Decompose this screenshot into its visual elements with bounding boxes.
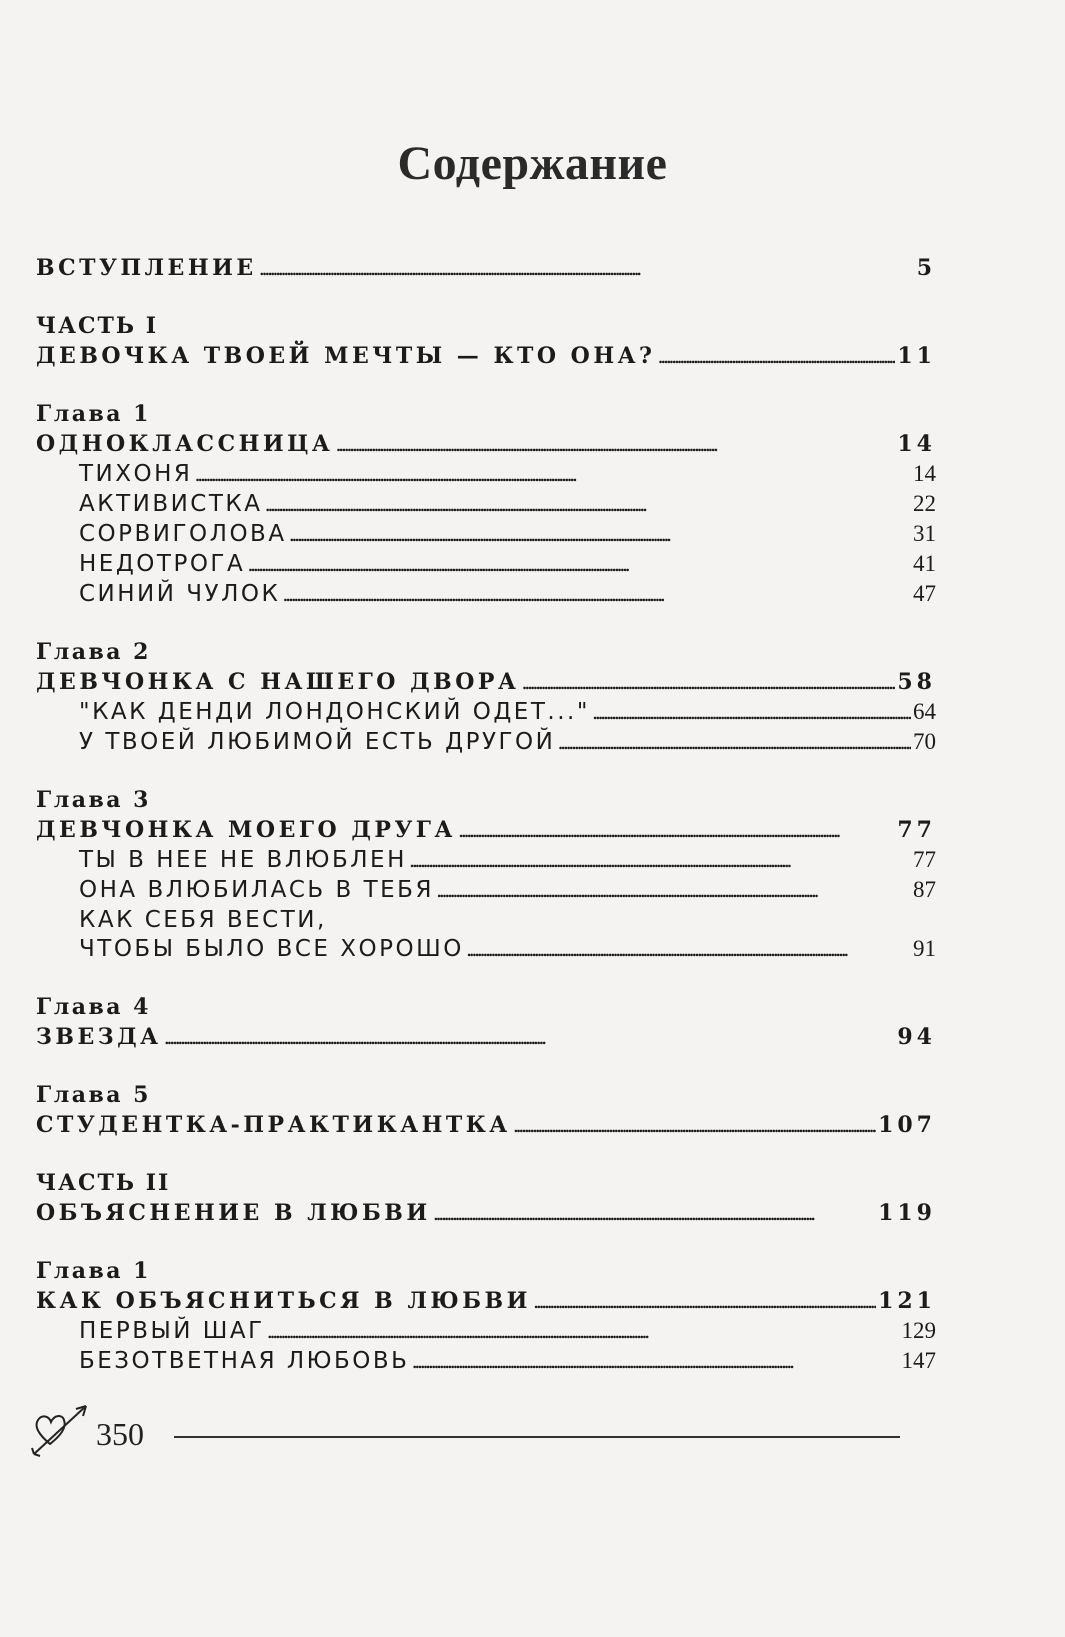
dot-leader [164, 1024, 896, 1050]
toc-entry-label: ОДНОКЛАССНИЦА [36, 431, 334, 457]
toc-subentry-page: 147 [901, 1348, 936, 1373]
dot-leader [194, 461, 911, 487]
chapter-label: Глава 5 [36, 1082, 151, 1108]
toc-subentry-page: 64 [913, 699, 936, 724]
toc-entry-label: СТУДЕНТКА-ПРАКТИКАНТКА [36, 1112, 511, 1138]
toc-entry-page: 119 [878, 1200, 936, 1226]
dot-leader [289, 521, 911, 547]
dot-leader [436, 877, 911, 903]
dot-leader [466, 936, 911, 962]
part-label: ЧАСТЬ II [36, 1170, 171, 1196]
toc-subentry-page: 31 [913, 521, 936, 546]
toc-subentry-page: 77 [913, 847, 936, 872]
toc-subentry[interactable] [36, 699, 936, 729]
dot-leader [458, 817, 895, 843]
toc-entry-chapter[interactable] [36, 669, 936, 699]
toc-subentry[interactable] [36, 491, 936, 521]
heart-arrow-icon [30, 1400, 92, 1458]
toc-subentry-page: 41 [913, 551, 936, 576]
part-label: ЧАСТЬ I [36, 313, 158, 339]
toc-subentry[interactable] [36, 729, 936, 759]
page-number: 350 [96, 1416, 144, 1452]
toc-subentry-label: ПЕРВЫЙ ШАГ [79, 1318, 265, 1344]
chapter-label: Глава 1 [36, 401, 151, 427]
toc-entry-label: ОБЪЯСНЕНИЕ В ЛЮБВИ [36, 1200, 431, 1226]
toc-entry-page: 5 [916, 255, 936, 281]
footer-rule [174, 1436, 900, 1438]
chapter-label: Глава 1 [36, 1258, 151, 1284]
toc-entry-page: 77 [897, 817, 936, 843]
toc-entry-page: 121 [878, 1288, 936, 1314]
toc-entry-chapter[interactable] [36, 1112, 936, 1142]
toc-entry-label: КАК ОБЪЯСНИТЬСЯ В ЛЮБВИ [36, 1288, 531, 1314]
dot-leader [247, 551, 911, 577]
toc-entry-page: 11 [897, 343, 936, 369]
dot-leader [335, 431, 895, 457]
dot-leader [259, 255, 915, 281]
chapter-label: Глава 4 [36, 994, 151, 1020]
toc-entry-page: 14 [897, 431, 936, 457]
toc-subentry-page: 91 [913, 936, 936, 961]
toc-subentry[interactable] [36, 521, 936, 551]
toc-entry-page: 94 [897, 1024, 936, 1050]
toc-subentry[interactable] [36, 877, 936, 907]
toc-subentry[interactable] [36, 847, 936, 877]
toc-subentry-label: БЕЗОТВЕТНАЯ ЛЮБОВЬ [79, 1348, 410, 1374]
toc-entry-chapter[interactable] [36, 431, 936, 461]
toc-subentry-label: ТИХОНЯ [79, 461, 193, 487]
toc-entry-page: 58 [897, 669, 936, 695]
dot-leader [433, 1200, 876, 1226]
toc-entry-chapter[interactable] [36, 1024, 936, 1054]
dot-leader [657, 343, 895, 369]
dot-leader [411, 1348, 899, 1374]
toc-subentry-label: СОРВИГОЛОВА [79, 521, 287, 547]
toc-entry-part-1[interactable] [36, 343, 936, 373]
toc-entry-label: ДЕВЧОНКА С НАШЕГО ДВОРА [36, 669, 520, 695]
toc-subentry-label: НЕДОТРОГА [79, 551, 246, 577]
toc-subentry-label: СИНИЙ ЧУЛОК [79, 581, 281, 607]
dot-leader [513, 1112, 876, 1138]
toc-entry-chapter[interactable] [36, 817, 936, 847]
dot-leader [521, 669, 895, 695]
toc-subentry-page: 22 [913, 491, 936, 516]
toc-subentry[interactable] [36, 936, 936, 966]
toc-entry-page: 107 [878, 1112, 936, 1138]
chapter-label: Глава 2 [36, 639, 151, 665]
toc-entry-label: ДЕВОЧКА ТВОЕЙ МЕЧТЫ — КТО ОНА? [36, 343, 656, 369]
page-footer [30, 1400, 900, 1460]
toc-subentry-label: АКТИВИСТКА [79, 491, 263, 517]
dot-leader [264, 491, 911, 517]
page-title: Содержание [397, 137, 668, 190]
toc-subentry-label: ОНА ВЛЮБИЛАСЬ В ТЕБЯ [79, 877, 434, 903]
dot-leader [592, 699, 911, 725]
dot-leader [282, 581, 911, 607]
toc-subentry[interactable] [36, 581, 936, 611]
toc-subentry-line: КАК СЕБЯ ВЕСТИ, [79, 907, 327, 933]
toc-subentry[interactable] [36, 551, 936, 581]
toc-subentry-page: 14 [913, 461, 936, 486]
toc-subentry-page: 87 [913, 877, 936, 902]
toc-entry-label: ВСТУПЛЕНИЕ [36, 255, 257, 281]
toc-entry-label: ЗВЕЗДА [36, 1024, 162, 1050]
dot-leader [267, 1318, 900, 1344]
toc-entry-intro[interactable] [36, 255, 936, 285]
toc-subentry-page: 47 [913, 581, 936, 606]
toc-entry-label: ДЕВЧОНКА МОЕГО ДРУГА [36, 817, 456, 843]
dot-leader [409, 847, 911, 873]
toc-entry-chapter[interactable] [36, 1288, 936, 1318]
toc-subentry-label: "КАК ДЕНДИ ЛОНДОНСКИЙ ОДЕТ..." [79, 699, 590, 725]
toc-subentry[interactable] [36, 1318, 936, 1348]
dot-leader [557, 729, 911, 755]
toc-subentry-page: 70 [913, 729, 936, 754]
toc-subentry-label: У ТВОЕЙ ЛЮБИМОЙ ЕСТЬ ДРУГОЙ [79, 729, 556, 755]
table-of-contents [36, 255, 936, 1378]
toc-subentry-label: ТЫ В НЕЕ НЕ ВЛЮБЛЕН [79, 847, 407, 873]
toc-subentry[interactable] [36, 1348, 936, 1378]
dot-leader [533, 1288, 876, 1314]
toc-subentry[interactable] [36, 461, 936, 491]
toc-subentry-label: ЧТОБЫ БЫЛО ВСЕ ХОРОШО [79, 936, 464, 962]
toc-entry-part-2[interactable] [36, 1200, 936, 1230]
toc-subentry-page: 129 [901, 1318, 936, 1343]
chapter-label: Глава 3 [36, 787, 151, 813]
